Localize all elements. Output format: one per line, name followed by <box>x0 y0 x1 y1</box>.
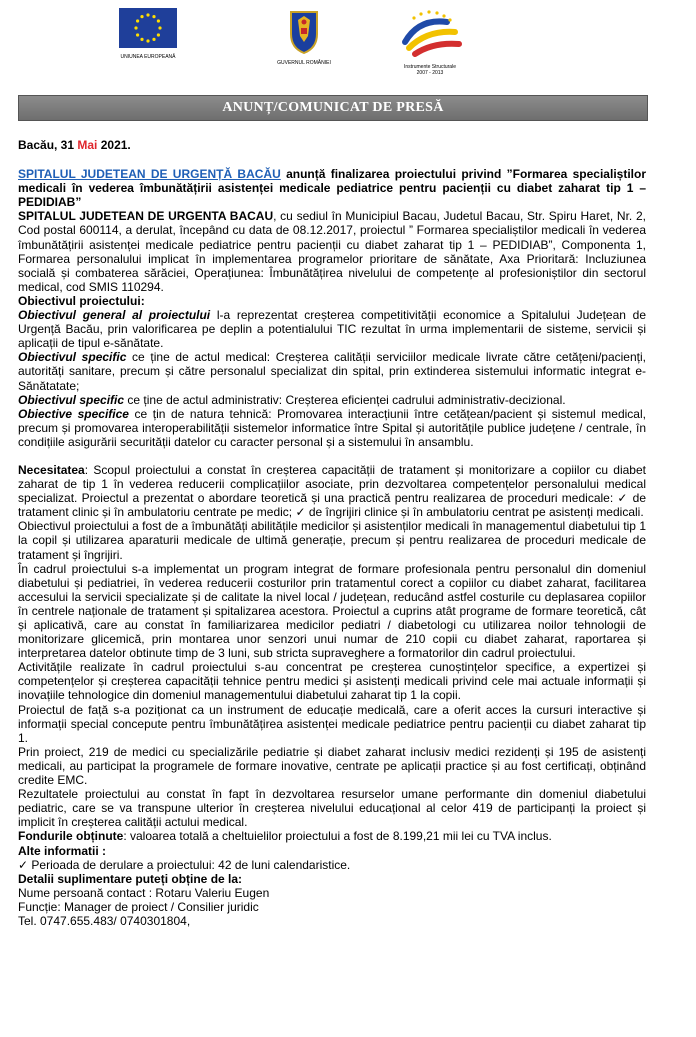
body-paragraph: Rezultatele proiectului au constat în fapt în dezvoltarea resurselor umane performante din domeniul diabetului pediatric, care se va transpune ulterior în creșterea nivelului educațional al celor 419 de participanți la proiect și implicit în creșterea calității actului medical. <box>18 787 646 830</box>
body-paragraph: Prin proiect, 219 de medici cu specializările pediatrie și diabet zaharat inclusiv medici rezidenți și 195 de asistenți medicali, au participat la programele de formare inovative, centrate pe aplicații practice și au fost certificați, obținând credite EMC. <box>18 744 646 788</box>
date-prefix: Bacău, 31 <box>18 138 78 152</box>
date-suffix: 2021. <box>97 138 131 152</box>
logo-strip <box>0 8 696 86</box>
necessity-label: Necesitatea <box>18 462 85 477</box>
other-info-text: ✓ Perioada de derulare a proiectului: 42 de luni calendaristice. <box>18 857 351 872</box>
medical-objective <box>18 350 646 392</box>
administrative-objective-label: Obiectivul specific <box>18 392 125 407</box>
press-release-body <box>18 138 646 928</box>
medical-objective-label: Obiectivul specific <box>18 350 127 365</box>
general-objective-text: l-a reprezentat creșterea competitivității economice a Spitalului Județean de Urgență Bacău, prin valorificarea pe deplin a potentialului TIC rezultat în urma implementarii de sisteme, servicii și aplicații de tipul e-sănătate. <box>18 308 647 351</box>
contact-phone: Tel. 0747.655.483/ 0740301804, <box>18 913 191 928</box>
press-release-banner: ANUNȚ/COMUNICAT DE PRESĂ <box>18 95 648 121</box>
body-paragraph: Obiectivul proiectului a fost de a îmbunătăți abilitățile medicilor și asistenților medicali în managementul diabetului tip 1 la copil și utilizarea aparaturii medicale de ultimă generație, precum și pentru realizarea de proceduri medicale de tratament și îngrijiri. <box>18 519 646 562</box>
section-spacer <box>18 449 646 463</box>
technical-objectives-text: ce țin de natura tehnică: Promovarea interacțiunii între cetățean/pacient și sistemul medical, precum și promovarea interoperabilității sistemelor informatice între Spital și autoritățile publice județene / centrale, în condițiile asigurării securității datelor cu caracter personal și a sistemului în ansamblu. <box>18 406 646 449</box>
other-info-heading: Alte informatii : <box>18 843 107 858</box>
body-paragraph: Proiectul de față s-a poziționat ca un instrument de educație medicală, care a oferit acces la cursuri interactive și informații special concepute pentru îmbunătățirea asistenței medicale pediatrice pentru pacienții cu diabet zaharat tip 1. <box>18 702 646 745</box>
funds-paragraph <box>18 829 646 843</box>
structural-instruments-icon <box>397 8 463 58</box>
medical-objective-text: ce ține de actul medical: Creșterea calității serviciilor medicale livrate către cetățeni/pacienți, autorități sanitare, precum și către personalul specializat din spital, prin extinderea sistemului informatic integrat e-Sănătatate; <box>18 350 646 393</box>
project-details-text: , cu sediul în Municipiul Bacau, Judetul Bacau, Str. Spiru Haret, Nr. 2, Cod postal 600114, a derulat, începând cu data de 08.12.2017, proiectul ” Formarea specialiștilor medicali în vederea îmbunătățirii asistenței medicale pediatrice pentru pacienții cu diabet zaharat tip 1 – PEDIDIAB”, Componenta 1, Formarea personalului implicat în implementarea programelor prioritare de sănătate, Axa Prioritară: Incluziunea socială și combaterea sărăciei, Operațiunea: Îmbunătățirea nivelului de competențe al profesioniștilor din sectorul medical, cod SMIS 110294. <box>18 209 646 294</box>
body-paragraph: Activitățile realizate în cadrul proiectului s-au concentrat pe creșterea cunoștințelor specifice, a expertizei și competențelor și creșterea capacității tehnice pentru medici și asistenți medicali privind cele mai actuale informații și inovațiile tehnologice din domeniul managementului diabetului zaharat tip 1 la copii. <box>18 660 646 703</box>
technical-objectives-label: Obiective specifice <box>18 406 129 421</box>
eu-flag-icon <box>119 8 177 48</box>
structural-instruments-caption <box>395 65 465 76</box>
project-details-paragraph <box>18 209 646 294</box>
contact-role: Funcție: Manager de proiect / Consilier juridic <box>18 899 259 914</box>
funds-text: : valoarea totală a cheltuielilor proiectului a fost de 8.199,21 mii lei cu TVA inclus. <box>123 829 552 844</box>
contact-heading: Detalii suplimentare puteți obține de la: <box>18 871 243 886</box>
si-caption-years: 2007 - 2013 <box>416 69 444 76</box>
government-caption: GUVERNUL ROMÂNIEI <box>277 60 331 66</box>
hospital-link[interactable]: SPITALUL JUDETEAN DE URGENȚĂ BACĂU <box>18 167 281 182</box>
structural-instruments-logo <box>395 8 465 76</box>
eu-caption: UNIUNEA EUROPEANĂ <box>120 54 176 60</box>
objectives-heading-suffix: : <box>140 293 145 308</box>
hospital-name: SPITALUL JUDETEAN DE URGENTA BACAU <box>18 209 274 224</box>
necessity-paragraph <box>18 463 646 519</box>
romanian-coat-of-arms-icon <box>287 8 321 54</box>
eu-logo <box>118 8 178 61</box>
government-logo <box>272 8 336 67</box>
administrative-objective-text: ce ține de actul administrativ: Creșterea eficienței cadrului administrativ-decizional. <box>124 392 566 407</box>
general-objective <box>18 308 646 350</box>
contact-name: Nume persoană contact : Rotaru Valeriu Eugen <box>18 885 270 900</box>
administrative-objective <box>18 393 646 407</box>
funds-label: Fondurile obținute <box>18 829 124 844</box>
intro-text: anunță finalizarea proiectului privind ”Formarea specialiștilor medicali în vederea îmbunătățirii asistenței medicale pediatrice pentru pacienții cu diabet zaharat tip 1 – PEDIDIAB” <box>18 167 646 210</box>
release-date <box>18 138 646 152</box>
body-paragraph: În cadrul proiectului s-a implementat un program integrat de formare profesionala pentru personalul din domeniul diabetului și pediatriei, în vederea reducerii costurilor prin tratamentul corect a copiilor cu diabet zaharat, facilitarea accesului la servicii specializate și de calitate la nivel local / județean, reducând astfel costurile cu deplasarea copiilor în centrele naționale de tratament și spitalizarea acestora. Proiectul a cuprins atât programe de formare teoretică, cât și aplicativă, care au constat în familiarizarea medicilor pediatri / diabetologi cu utilizarea noilor tehnologii de monitorizare glicemică, prin montarea unor senzori unui numar de 210 copii cu diabet zaharat, raportarea și interpretarea datelor obtinute timp de 3 luni, sub stricta supraveghere a formatorilor din cadrul proiectului. <box>18 561 646 661</box>
objectives-heading-text: Obiectivul proiectului <box>18 293 141 308</box>
date-month: Mai <box>77 138 98 152</box>
necessity-text: : Scopul proiectului a constat în creșterea capacității de tratament și monitorizare a copiilor cu diabet zaharat de tip 1 în vederea reducerii complicațiilor asociate, prin dezvoltarea competențelor personalului medical specializat. Proiectul a prezentat o abordare teoretică și una practică pentru realizarea de proceduri medicale: ✓ de tratament clinic și în ambulatoriu centrate pe medic; ✓ de îngrijiri clinice și în ambulatoriu centrat pe asistenți medicali. <box>18 462 646 520</box>
general-objective-label: Obiectivul general al proiectului <box>18 308 211 323</box>
objectives-heading <box>18 294 646 308</box>
technical-objectives <box>18 407 646 449</box>
intro-paragraph <box>18 167 646 209</box>
si-caption-text: Instrumente Structurale <box>404 64 456 70</box>
